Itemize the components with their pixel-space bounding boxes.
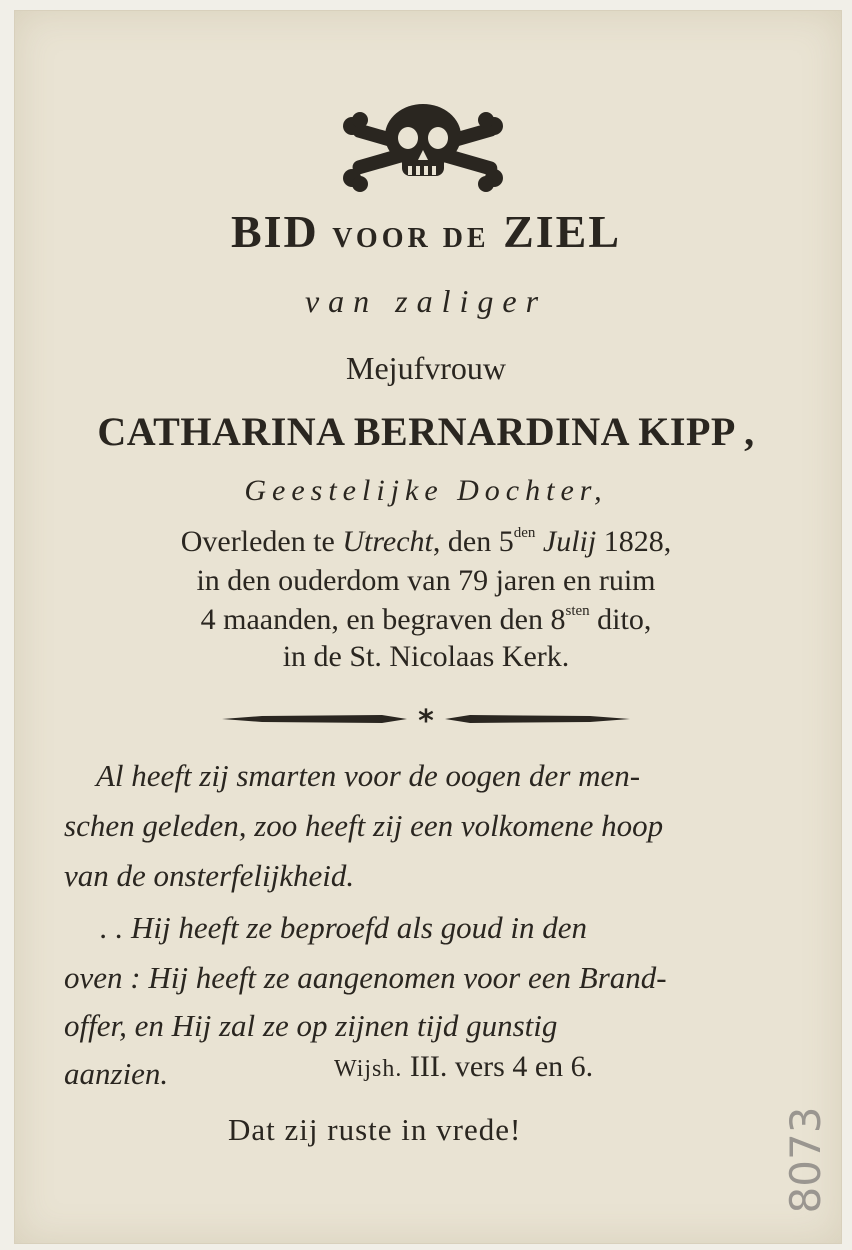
title-bid: BID [230, 206, 319, 257]
verse-line-4: . . Hij heeft ze beproefd als goud in den [100, 910, 588, 945]
verse-line-2: schen geleden, zoo heeft zij een volkomene hoop [64, 808, 664, 843]
city: Utrecht [342, 525, 433, 558]
death-info-line-1: Overleden te Utrecht, den $5^{den}$ Julij 1828, [180, 525, 672, 558]
closing-prayer: Dat zij ruste in vrede! [228, 1112, 522, 1147]
verse-line-3: van de onsterfelijkheid. [64, 858, 355, 893]
skull-crossbones-icon [340, 100, 506, 196]
death-info-line-4: in de St. Nicolaas Kerk. [282, 640, 570, 673]
card-title [0, 205, 852, 258]
van-zaliger: van zaliger [304, 283, 548, 319]
verse-line-1: Al heeft zij smarten voor de oogen der men- [96, 758, 641, 793]
mejufvrouw: Mejufvrouw [346, 350, 506, 386]
svg-text:*: * [418, 704, 434, 734]
verse-line-6: offer, en Hij zal ze op zijnen tijd gunstig [64, 1008, 558, 1043]
scripture-reference: Wijsh. III. vers 4 en 6. [334, 1050, 594, 1083]
deceased-name: CATHARINA BERNARDINA KIPP , [97, 409, 755, 454]
deceased-title: Geestelijke Dochter, [244, 474, 608, 507]
verse-line-7: aanzien. [64, 1056, 169, 1091]
death-info-line-3: 4 maanden, en begraven den $8^{sten}$ dito, [200, 603, 652, 636]
title-ziel: ZIEL [503, 206, 622, 257]
title-voor-de: VOOR DE [332, 223, 490, 254]
inventory-number: 8073 [780, 1106, 830, 1214]
verse-line-5: oven : Hij heeft ze aangenomen voor een Brand- [64, 960, 667, 995]
month: Julij [535, 525, 597, 558]
death-info-line-2: in den ouderdom van 79 jaren en ruim [196, 564, 656, 597]
ornamental-divider-icon [222, 704, 630, 734]
